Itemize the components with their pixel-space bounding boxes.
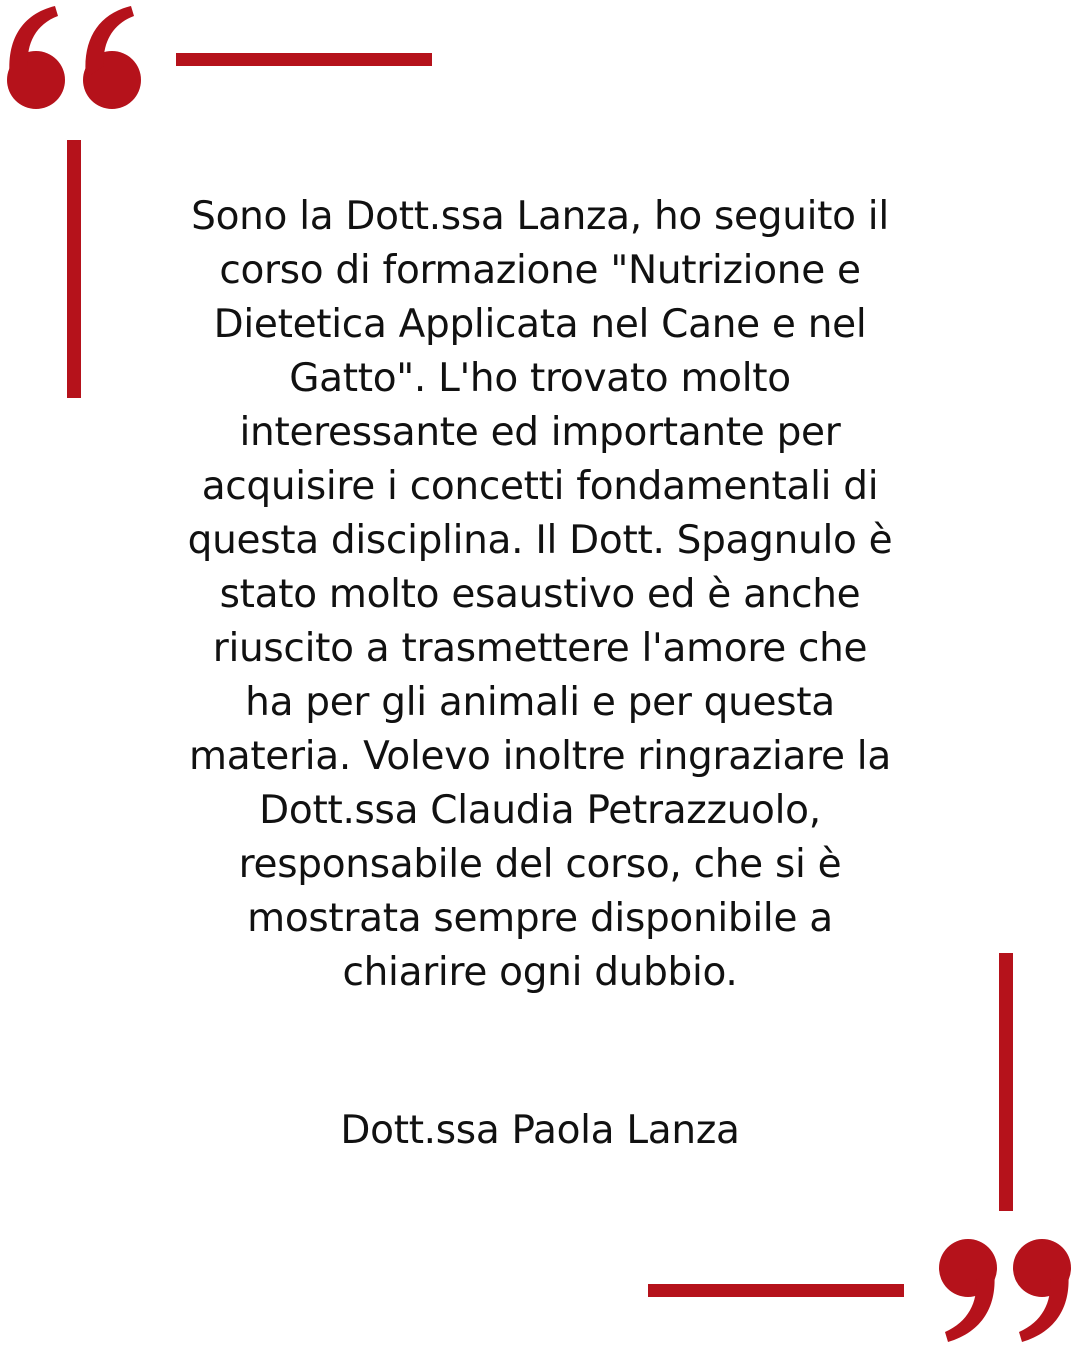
- testimonial-line: chiarire ogni dubbio.: [342, 950, 738, 995]
- bottom-decorative-line: [648, 1284, 904, 1297]
- testimonial-line: acquisire i concetti fondamentali di: [201, 464, 879, 509]
- testimonial-line: Dietetica Applicata nel Cane e nel: [213, 302, 867, 347]
- left-decorative-line: [67, 140, 81, 398]
- testimonial-line: Sono la Dott.ssa Lanza, ho seguito il: [191, 194, 889, 239]
- testimonial-line: questa disciplina. Il Dott. Spagnulo è: [187, 518, 893, 563]
- testimonial-text: [130, 190, 950, 1000]
- testimonial-line: stato molto esaustivo ed è anche: [219, 572, 861, 617]
- testimonial-line: Gatto". L'ho trovato molto: [289, 356, 791, 401]
- top-decorative-line: [176, 53, 432, 66]
- testimonial-line: materia. Volevo inoltre ringraziare la: [189, 734, 891, 779]
- testimonial-line: Dott.ssa Claudia Petrazzuolo,: [259, 788, 821, 833]
- testimonial-line: responsabile del corso, che si è: [238, 842, 842, 887]
- right-decorative-line: [999, 953, 1013, 1211]
- testimonial-line: corso di formazione "Nutrizione e: [219, 248, 861, 293]
- testimonial-line: mostrata sempre disponibile a: [247, 896, 833, 941]
- testimonial-line: interessante ed importante per: [239, 410, 841, 455]
- testimonial-line: ha per gli animali e per questa: [245, 680, 835, 725]
- testimonial-author: Dott.ssa Paola Lanza: [340, 1108, 740, 1153]
- close-double-quote-icon: [928, 1236, 1078, 1346]
- testimonial-line: riuscito a trasmettere l'amore che: [212, 626, 868, 671]
- open-double-quote-icon: [0, 0, 150, 115]
